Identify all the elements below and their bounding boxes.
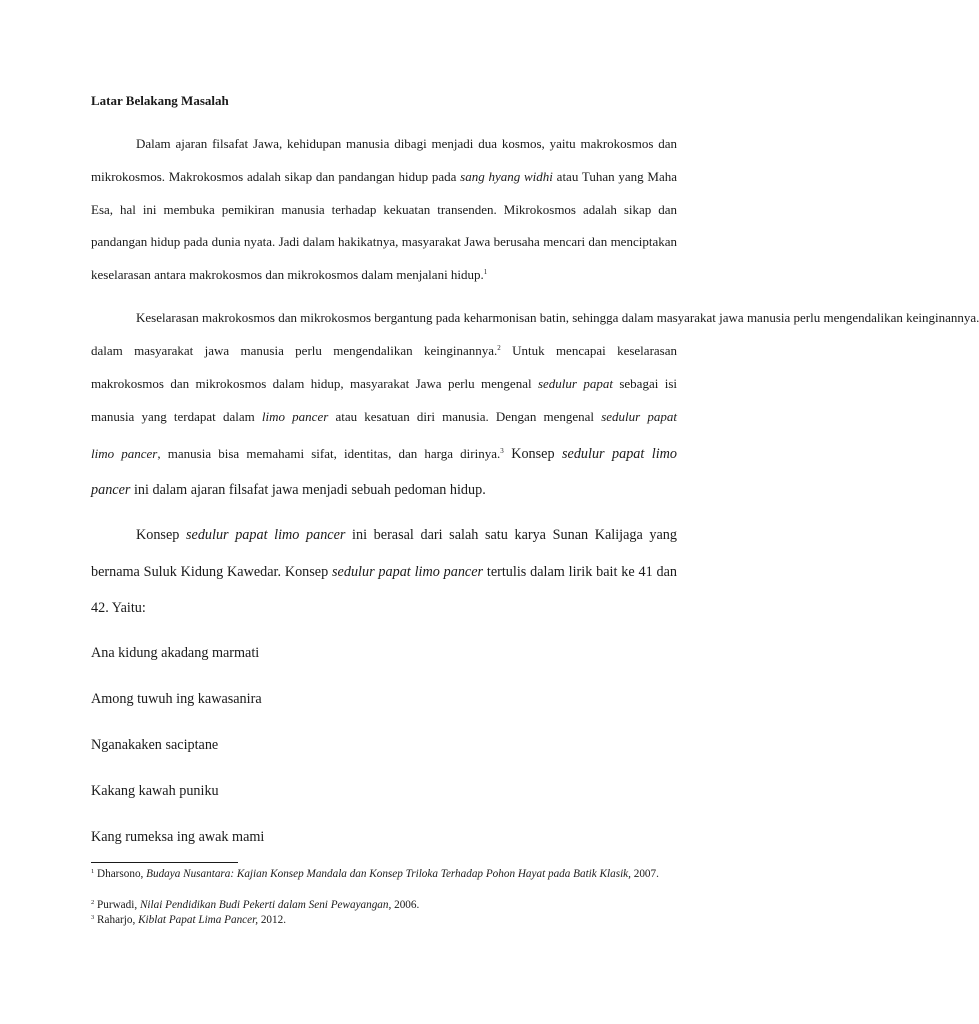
verse-line-5: Kang rumeksa ing awak mami (91, 829, 265, 845)
paragraph-2-term-sedulur-papat: sedulur papat (537, 376, 613, 391)
footnote-3-title: Kiblat Papat Lima Pancer, (138, 914, 259, 926)
footnote-2-year: 2006. (391, 899, 420, 911)
footnote-2-author: Purwadi, (97, 899, 140, 911)
footnote-3-number: 3 (91, 914, 95, 921)
paragraph-2-line-2: dalam masyarakat jawa manusia perlu mengendalikan keinginannya.$^2$ Untuk mencapai keselarasan (91, 343, 677, 358)
paragraph-3-text-e: tertulis dalam lirik bait ke 41 dan 42. Yaitu: (91, 563, 677, 616)
paragraph-1-text-a: Dalam ajaran filsafat Jawa, kehidupan manusia dibagi menjadi dua kosmos, yaitu makrokosmos dan mikrokosmos. Makrokosmos adalah sikap dan pandangan hidup pada (91, 136, 677, 184)
paragraph-3-text-a: Konsep (136, 527, 186, 543)
paragraph-1-text-c: atau Tuhan yang Maha Esa, hal ini membuka pemikiran manusia terhadap kekuatan transenden. Mikrokosmos adalah sikap dan pandangan hidup pada dunia nyata. Jadi dalam hakikatnya, masyarakat Jawa berusaha mencari dan menciptakan keselarasan antara makrokosmos dan mikrokosmos dalam menjalani hidup. (91, 168, 678, 283)
paragraph-3 (91, 517, 677, 627)
footnote-2-number: 2 (91, 899, 95, 906)
footnote-3-author: Raharjo, (97, 914, 139, 926)
paragraph-2-term-sedulur-papat-limo-pancer: sedulur papat (601, 409, 677, 424)
paragraph-2-line-5: limo pancer, manusia bisa memahami sifat, identitas, dan harga dirinya.$^3$ Konsep sedulur papat limo (91, 446, 677, 462)
paragraph-2-line-3: makrokosmos dan mikrokosmos dalam hidup, masyarakat Jawa perlu mengenal sedulur papat sebagai isi (91, 376, 677, 391)
footnote-ref-2: 2 (497, 344, 501, 352)
paragraph-2-line-6 (91, 480, 677, 500)
footnote-2-title: Nilai Pendidikan Budi Pekerti dalam Seni Pewayangan, (139, 899, 392, 911)
footnote-1-year: 2007. (630, 868, 659, 880)
paragraph-3-text-c: ini berasal dari salah satu karya Sunan Kalijaga yang bernama Suluk Kidung Kawedar. Konsep (91, 527, 677, 580)
paragraph-2-text-a: Keselarasan makrokosmos dan mikrokosmos bergantung pada keharmonisan batin, sehingga dalam masyarakat jawa manusia perlu mengendalikan keinginannya. (136, 310, 979, 325)
paragraph-2-term-pancer: pancer (91, 482, 131, 498)
footnote-1-author: Dharsono, (97, 868, 147, 880)
paragraph-1 (91, 128, 677, 292)
footnote-3 (91, 913, 677, 928)
paragraph-2-text-i: Konsep (503, 446, 562, 462)
paragraph-2-line-4: manusia yang terdapat dalam limo pancer atau kesatuan diri manusia. Dengan mengenal sedulur papat (91, 409, 677, 424)
footnote-1 (91, 867, 677, 882)
paragraph-1-term-sang-hyang-widhi: sang hyang widhi (460, 168, 553, 184)
paragraph-2-text-a-cont: dalam masyarakat jawa manusia perlu mengendalikan keinginannya. (91, 343, 498, 358)
footnote-3-year: 2012. (258, 914, 286, 926)
verse-line-3: Nganakaken saciptane (91, 737, 219, 753)
verse-line-2: Among tuwuh ing kawasanira (91, 691, 262, 707)
footnote-ref-1: 1 (483, 268, 488, 277)
footnote-1-title: Budaya Nusantara: Kajian Konsep Mandala dan Konsep Triloka Terhadap Pohon Hayat pada Batik Klasik, (146, 868, 631, 880)
footnote-separator (91, 862, 238, 863)
paragraph-2-term-limo-pancer: limo pancer (261, 409, 329, 424)
paragraph-2-text-l: ini dalam ajaran filsafat jawa menjadi sebuah pedoman hidup. (130, 482, 486, 498)
footnote-ref-3: 3 (500, 447, 504, 455)
verse-line-1: Ana kidung akadang marmati (91, 645, 260, 661)
paragraph-2-term-sedulur-papat-limo: sedulur papat limo (562, 446, 677, 462)
footnote-2 (91, 898, 677, 913)
verse-line-4: Kakang kawah puniku (91, 783, 219, 799)
footnote-1-number: 1 (91, 868, 95, 875)
paragraph-3-term-2: sedulur papat limo pancer (332, 563, 484, 580)
section-heading: Latar Belakang Masalah (91, 93, 229, 108)
paragraph-3-term-1: sedulur papat limo pancer (186, 527, 346, 543)
